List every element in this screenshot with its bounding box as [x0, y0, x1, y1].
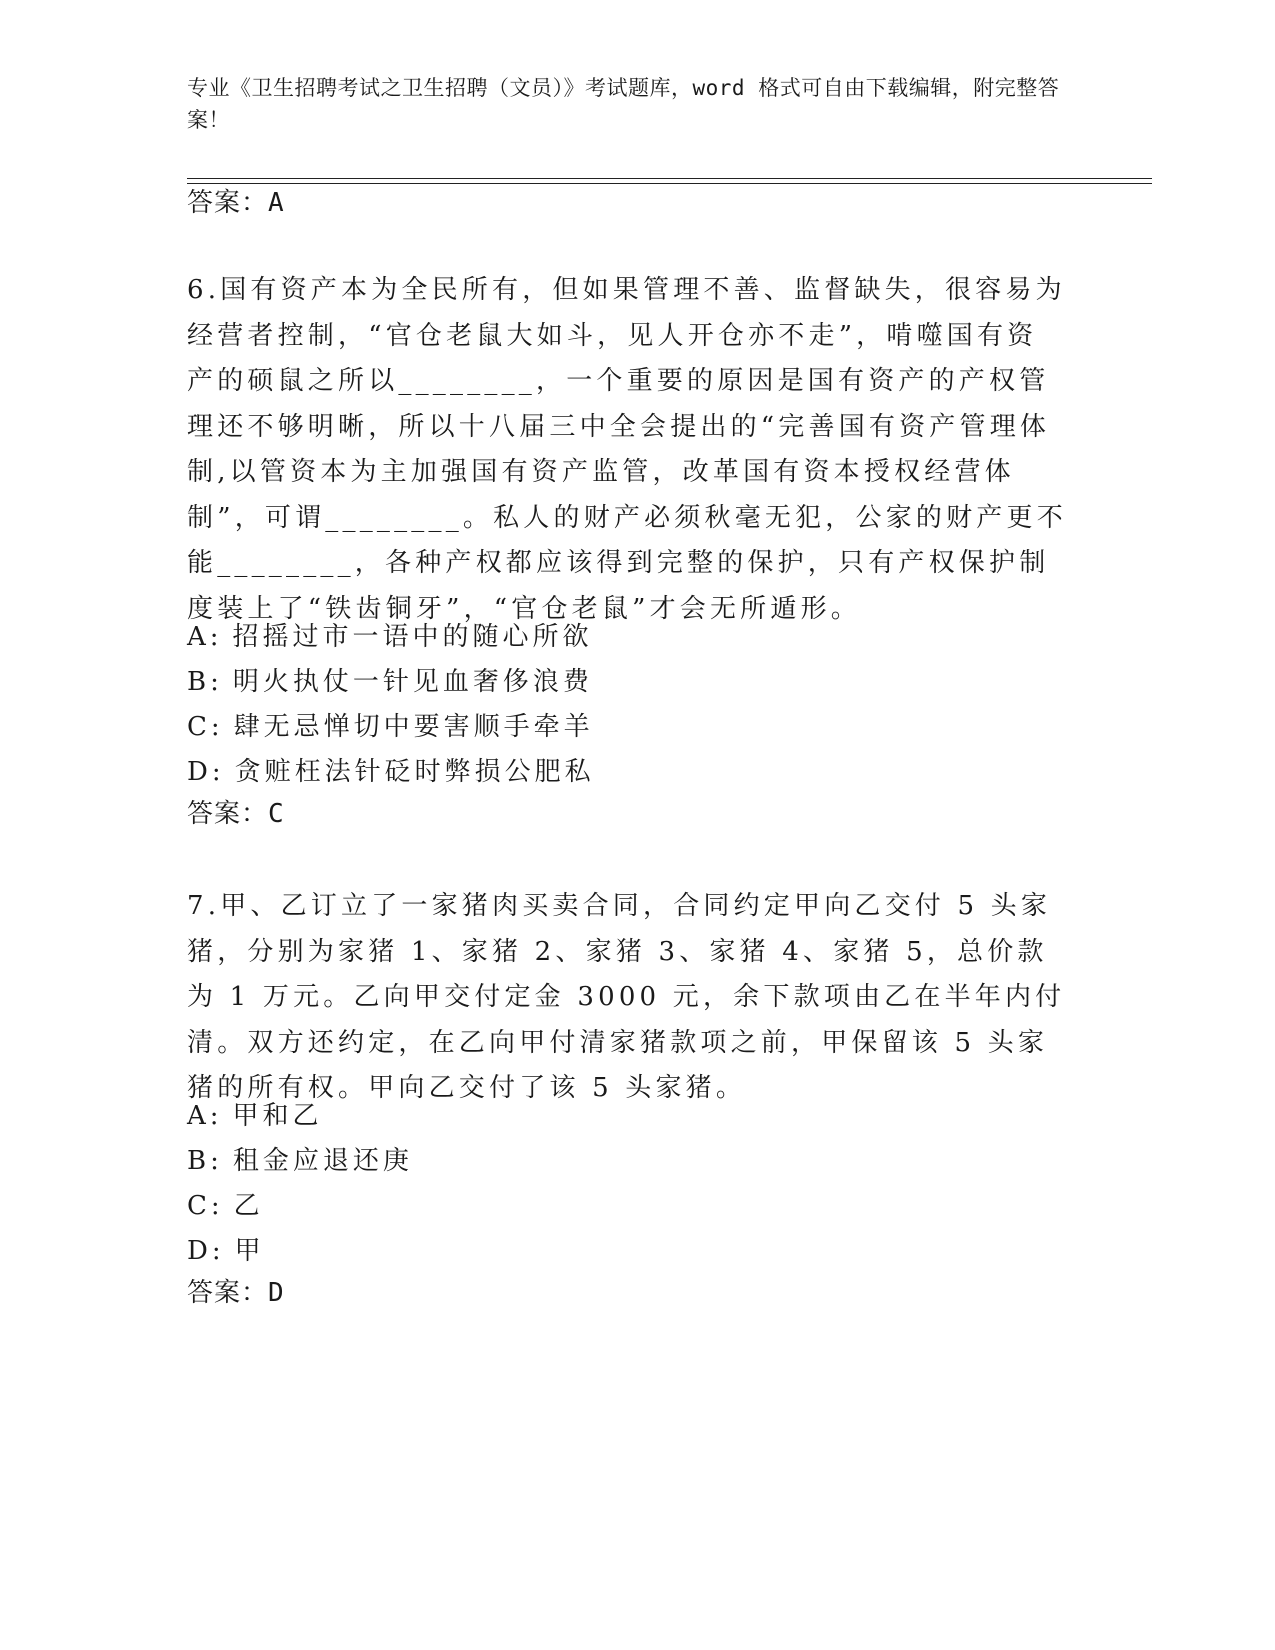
question-6-answer [187, 797, 285, 831]
answer-label: 答案： [187, 799, 269, 829]
option-text: 租金应退还庚 [232, 1146, 413, 1176]
option-key: D: [187, 1236, 225, 1266]
question-6-option-b [187, 660, 593, 705]
question-7-option-a [187, 1094, 323, 1139]
answer-value: D [268, 1278, 285, 1308]
answer-label: 答案： [187, 188, 269, 218]
option-key: C: [187, 712, 224, 742]
option-text: 招摇过市一语中的随心所欲 [232, 622, 593, 652]
answer-label: 答案： [187, 1278, 269, 1308]
option-text: 乙 [233, 1191, 264, 1221]
page-header-text: 专业《卫生招聘考试之卫生招聘（文员）》考试题库，word 格式可自由下载编辑，附完整答案！ [187, 76, 1060, 132]
option-text: 明火执仗一针见血奢侈浪费 [232, 667, 593, 697]
answer-previous [187, 186, 285, 220]
option-text: 甲和乙 [232, 1101, 323, 1131]
question-7-text: 7.甲、乙订立了一家猪肉买卖合同，合同约定甲向乙交付 5 头家猪，分别为家猪 1、家猪 2、家猪 3、家猪 4、家猪 5，总价款为 1 万元。乙向甲交付定金 3000 元，余下款项由乙在半年内付清。双方还约定，在乙向甲付清家猪款项之前，甲保留该 5 头家猪的所有权。甲向乙交付了该 5 头家猪。 [187, 891, 1066, 1103]
question-6-option-d [187, 750, 595, 795]
option-text: 贪赃枉法针砭时弊损公肥私 [234, 757, 595, 787]
option-text: 甲 [234, 1236, 265, 1266]
answer-value: C [268, 799, 285, 829]
question-7-answer [187, 1276, 285, 1310]
option-key: C: [187, 1191, 224, 1221]
option-key: D: [187, 757, 225, 787]
question-7-option-d [187, 1229, 265, 1274]
option-key: B: [187, 667, 223, 697]
question-7-option-b [187, 1139, 413, 1184]
question-7-option-c [187, 1184, 264, 1229]
option-text: 肆无忌惮切中要害顺手牵羊 [233, 712, 594, 742]
question-6-option-c [187, 705, 594, 750]
option-key: B: [187, 1146, 223, 1176]
option-key: A: [187, 622, 223, 652]
header-divider-bottom [187, 183, 1152, 184]
answer-value: A [268, 188, 285, 218]
question-6-option-a [187, 615, 593, 660]
question-6-text: 6.国有资产本为全民所有，但如果管理不善、监督缺失，很容易为经营者控制，“官仓老鼠大如斗，见人开仓亦不走”，啃噬国有资产的硕鼠之所以________，一个重要的原因是国有资产的产权管理还不够明晰，所以十八届三中全会提出的“完善国有资产管理体制,以管资本为主加强国有资产监管，改革国有资本授权经营体制”，可谓________。私人的财产必须秋毫无犯，公家的财产更不能________，各种产权都应该得到完整的保护，只有产权保护制度装上了“铁齿铜牙”，“官仓老鼠”才会无所遁形。 [187, 275, 1067, 624]
option-key: A: [187, 1101, 223, 1131]
header-divider-top [187, 178, 1152, 179]
